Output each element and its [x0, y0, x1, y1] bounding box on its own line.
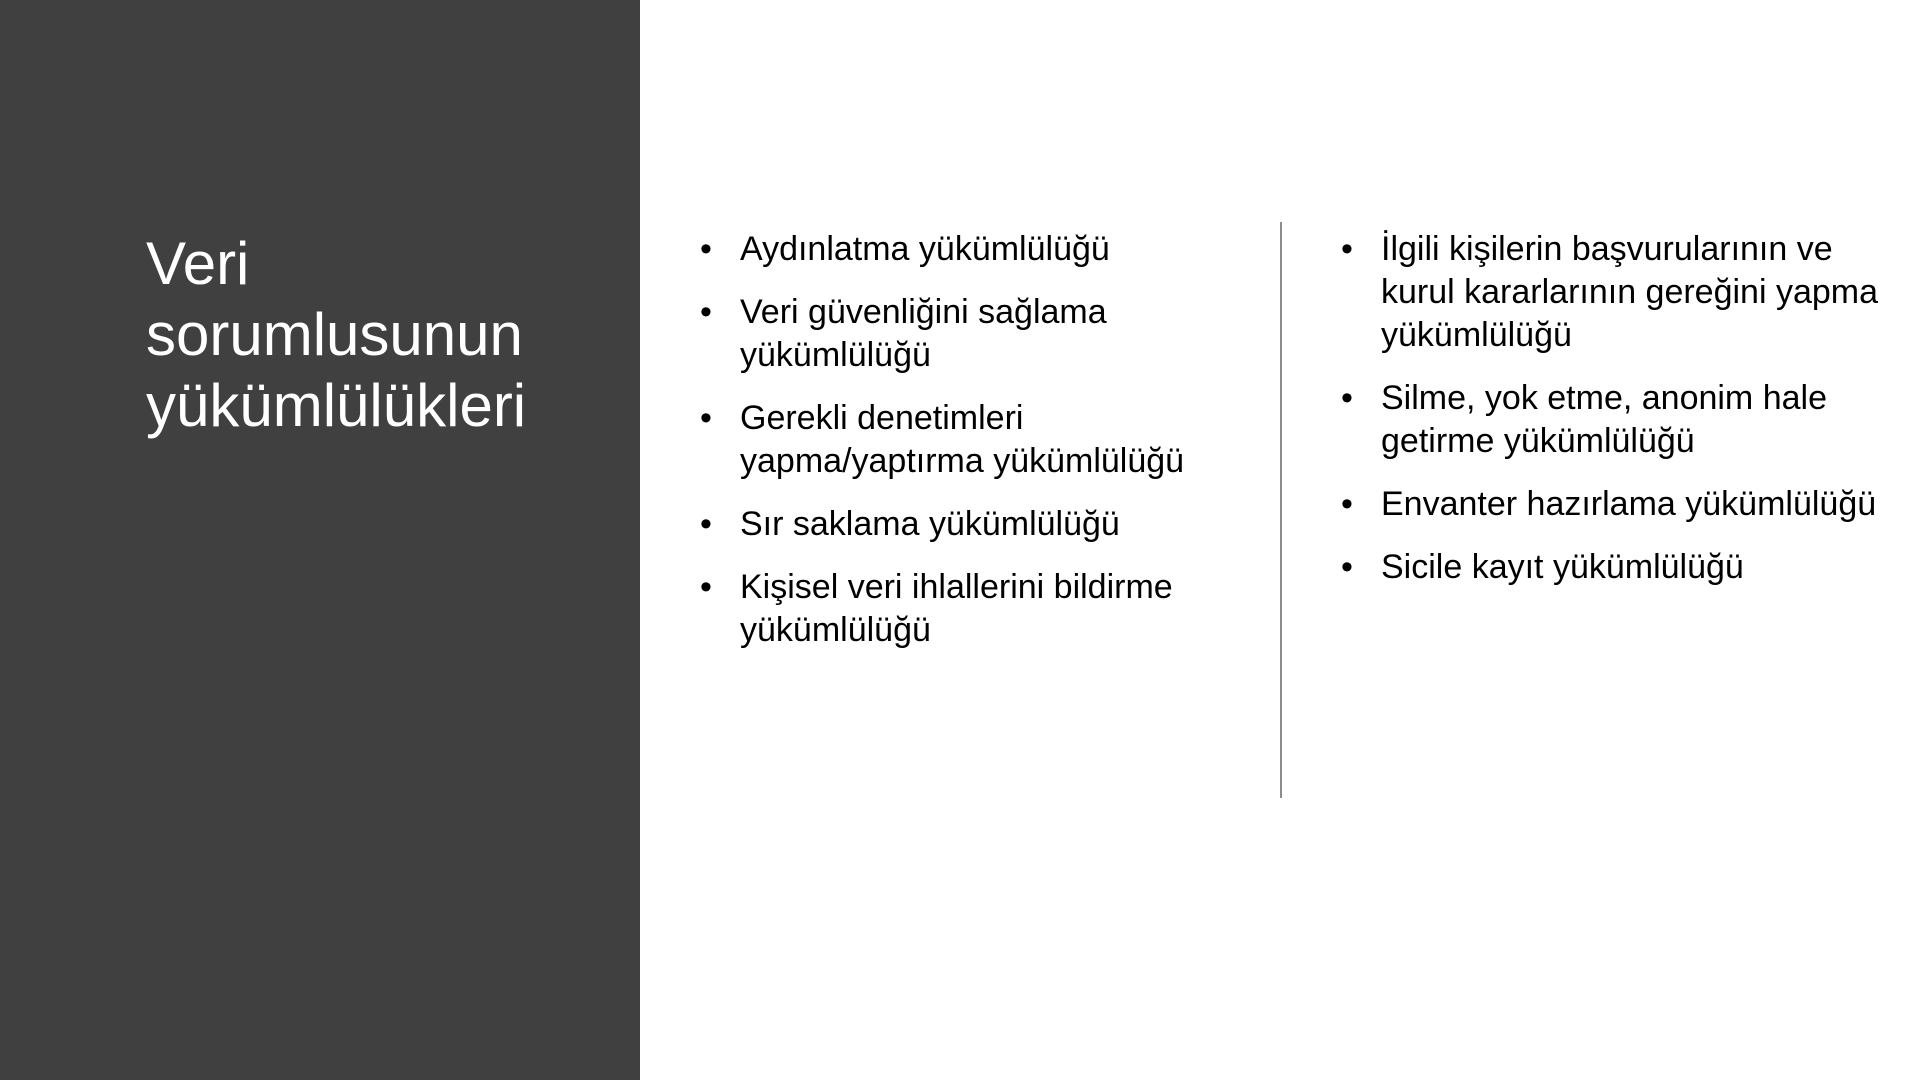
- bullet-icon: •: [700, 568, 712, 606]
- bullet-icon: •: [1341, 485, 1353, 523]
- bullet-icon: •: [700, 230, 712, 268]
- bullet-icon: •: [1341, 379, 1353, 417]
- list-item-text: Envanter hazırlama yükümlülüğü: [1381, 485, 1877, 523]
- list-item: [1341, 483, 1911, 526]
- list-item: [1341, 377, 1911, 463]
- slide-title: Veri sorumlusunun yükümlülükleri: [146, 230, 527, 439]
- left-bullet-list: [700, 228, 1240, 672]
- list-item-text: Veri güvenliğini sağlama yükümlülüğü: [740, 293, 1107, 374]
- title-panel: [0, 0, 640, 1080]
- list-item-text: İlgili kişilerin başvurularının ve kurul kararlarının gereğini yapma yükümlülüğü: [1381, 230, 1879, 354]
- list-item: [1341, 546, 1911, 589]
- list-item: [700, 228, 1240, 271]
- list-item: [700, 503, 1240, 546]
- list-item-text: Sicile kayıt yükümlülüğü: [1381, 548, 1744, 586]
- column-divider: [1280, 222, 1282, 798]
- list-item-text: Silme, yok etme, anonim hale getirme yükümlülüğü: [1381, 379, 1827, 460]
- right-bullet-list: [1341, 228, 1911, 609]
- list-item-text: Kişisel veri ihlallerini bildirme yükümlülüğü: [740, 568, 1173, 649]
- bullet-icon: •: [1341, 548, 1353, 586]
- list-item-text: Aydınlatma yükümlülüğü: [740, 230, 1110, 268]
- bullet-icon: •: [1341, 230, 1353, 268]
- bullet-icon: •: [700, 293, 712, 331]
- list-item: [700, 291, 1240, 377]
- bullet-icon: •: [700, 399, 712, 437]
- bullet-icon: •: [700, 505, 712, 543]
- list-item: [1341, 228, 1911, 357]
- list-item: [700, 566, 1240, 652]
- list-item-text: Sır saklama yükümlülüğü: [740, 505, 1120, 543]
- list-item: [700, 397, 1240, 483]
- list-item-text: Gerekli denetimleri yapma/yaptırma yükümlülüğü: [740, 399, 1185, 480]
